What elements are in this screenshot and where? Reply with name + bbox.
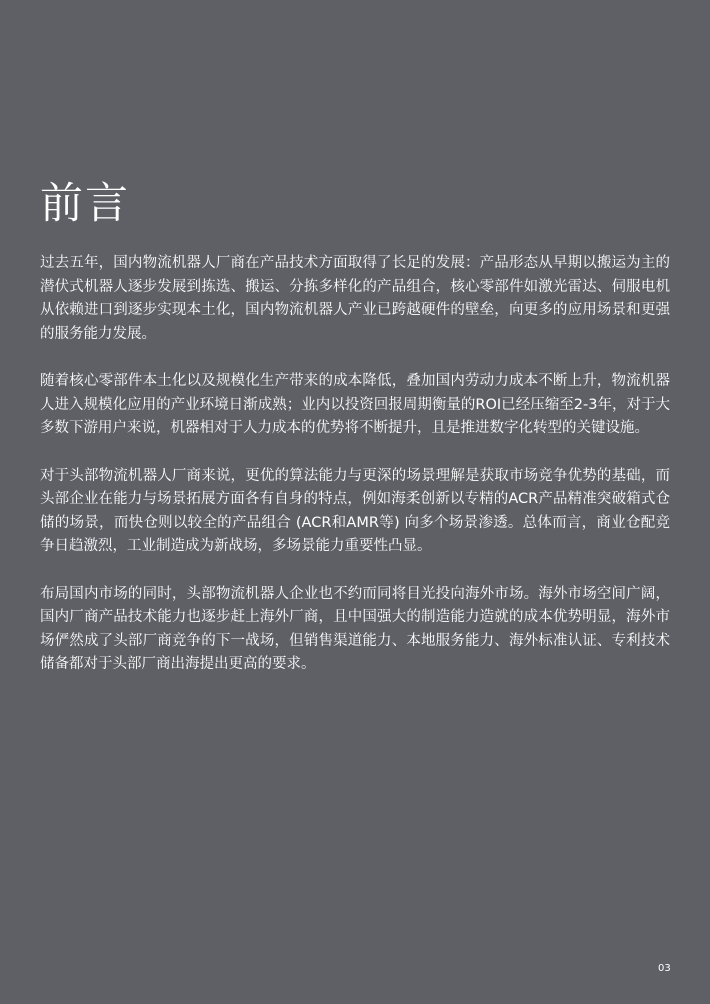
paragraph-2: 随着核心零部件本土化以及规模化生产带来的成本降低，叠加国内劳动力成本不断上升，物流机器人进入规模化应用的产业环境日渐成熟；业内以投资回报周期衡量的ROI已经压缩至2-3年，对于大多数下游用户来说，机器相对于人力成本的优势将不断提升，且是推进数字化转型的关键设施。 bbox=[40, 373, 670, 436]
paragraph-1: 过去五年，国内物流机器人厂商在产品技术方面取得了长足的发展：产品形态从早期以搬运为主的潜伏式机器人逐步发展到拣选、搬运、分拣多样化的产品组合，核心零部件如激光雷达、伺服电机从依赖进口到逐步实现本土化，国内物流机器人产业已跨越硬件的壁垒，向更多的应用场景和更强的服务能力发展。 bbox=[40, 255, 670, 342]
page-title: 前言 bbox=[40, 178, 130, 229]
preface-body bbox=[40, 252, 670, 701]
page-number: 03 bbox=[658, 963, 671, 974]
paragraph-4: 布局国内市场的同时，头部物流机器人企业也不约而同将目光投向海外市场。海外市场空间广阔，国内厂商产品技术能力也逐步赶上海外厂商，且中国强大的制造能力造就的成本优势明显，海外市场俨然成了头部厂商竞争的下一战场，但销售渠道能力、本地服务能力、海外标准认证、专利技术储备都对于头部厂商出海提出更高的要求。 bbox=[40, 585, 670, 672]
paragraph-3: 对于头部物流机器人厂商来说，更优的算法能力与更深的场景理解是获取市场竞争优势的基础，而头部企业在能力与场景拓展方面各有自身的特点，例如海柔创新以专精的ACR产品精准突破箱式仓储的场景，而快仓则以较全的产品组合 (ACR和AMR等) 向多个场景渗透。总体而言，商业仓配竞争日趋激烈，工业制造成为新战场，多场景能力重要性凸显。 bbox=[40, 467, 670, 554]
